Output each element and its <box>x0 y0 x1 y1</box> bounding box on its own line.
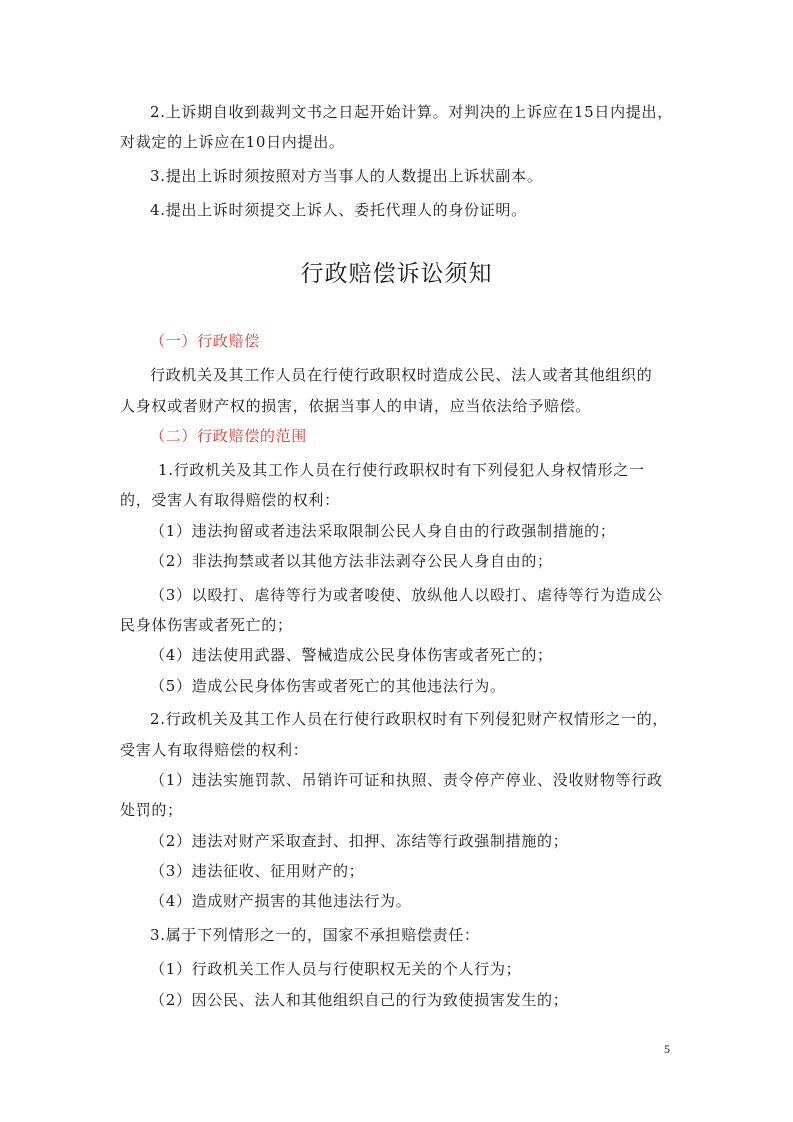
section-1-para-line-2: 人身权或者财产权的损害，依据当事人的申请，应当依法给予赔偿。 <box>120 397 592 415</box>
section-2-heading: （二）行政赔偿的范围 <box>150 427 308 445</box>
section-2-item-2-line-2: 受害人有取得赔偿的权利： <box>120 741 309 759</box>
section-2-item-2-line-1: 2.行政机关及其工作人员在行使行政职权时有下列侵犯财产权情形之一的， <box>150 710 669 728</box>
appeal-item-2-line-2: 对裁定的上诉应在10日内提出。 <box>120 133 345 151</box>
section-2-item-3-sub-2: （2）因公民、法人和其他组织自己的行为致使损害发生的； <box>150 991 569 1009</box>
section-2-item-1-sub-4: （4）违法使用武器、警械造成公民身体伤害或者死亡的； <box>150 646 553 664</box>
section-2-item-2-sub-2: （2）违法对财产采取查封、扣押、冻结等行政强制措施的； <box>150 832 569 850</box>
section-2-item-1-line-1: 1.行政机关及其工作人员在行使行政职权时有下列侵犯人身权情形之一 <box>158 461 645 479</box>
section-2-item-2-sub-3: （3）违法征收、征用财产的； <box>150 862 365 880</box>
page-number: 5 <box>664 1042 670 1056</box>
section-2-item-2-sub-4: （4）造成财产损害的其他违法行为。 <box>150 892 412 910</box>
section-2-item-2-sub-1-line-1: （1）违法实施罚款、吊销许可证和执照、责令停产停业、没收财物等行政 <box>150 771 663 789</box>
section-2-item-1-sub-5: （5）造成公民身体伤害或者死亡的其他违法行为。 <box>150 677 506 695</box>
section-2-item-3: 3.属于下列情形之一的，国家不承担赔偿责任： <box>150 926 480 944</box>
page-title: 行政赔偿诉讼须知 <box>300 261 493 287</box>
section-1-para-line-1: 行政机关及其工作人员在行使行政职权时造成公民、法人或者其他组织的 <box>150 366 653 384</box>
section-2-item-3-sub-1: （1）行政机关工作人员与行使职权无关的个人行为； <box>150 960 522 978</box>
section-2-item-1-sub-3-line-1: （3）以殴打、虐待等行为或者唆使、放纵他人以殴打、虐待等行为造成公 <box>150 586 663 604</box>
appeal-item-4: 4.提出上诉时须提交上诉人、委托代理人的身份证明。 <box>150 201 527 219</box>
appeal-item-2-line-1: 2.上诉期自收到裁判文书之日起开始计算。对判决的上诉应在15日内提出， <box>150 103 673 121</box>
section-2-item-2-sub-1-line-2: 处罚的； <box>120 801 183 819</box>
section-2-item-1-line-2: 的，受害人有取得赔偿的权利： <box>120 491 340 509</box>
section-2-item-1-sub-2: （2）非法拘禁或者以其他方法非法剥夺公民人身自由的； <box>150 552 553 570</box>
section-1-heading: （一）行政赔偿 <box>150 332 260 350</box>
section-2-item-1-sub-1: （1）违法拘留或者违法采取限制公民人身自由的行政强制措施的； <box>150 522 616 540</box>
section-2-item-1-sub-3-line-2: 民身体伤害或者死亡的； <box>120 616 293 634</box>
appeal-item-3: 3.提出上诉时须按照对方当事人的人数提出上诉状副本。 <box>150 167 543 185</box>
